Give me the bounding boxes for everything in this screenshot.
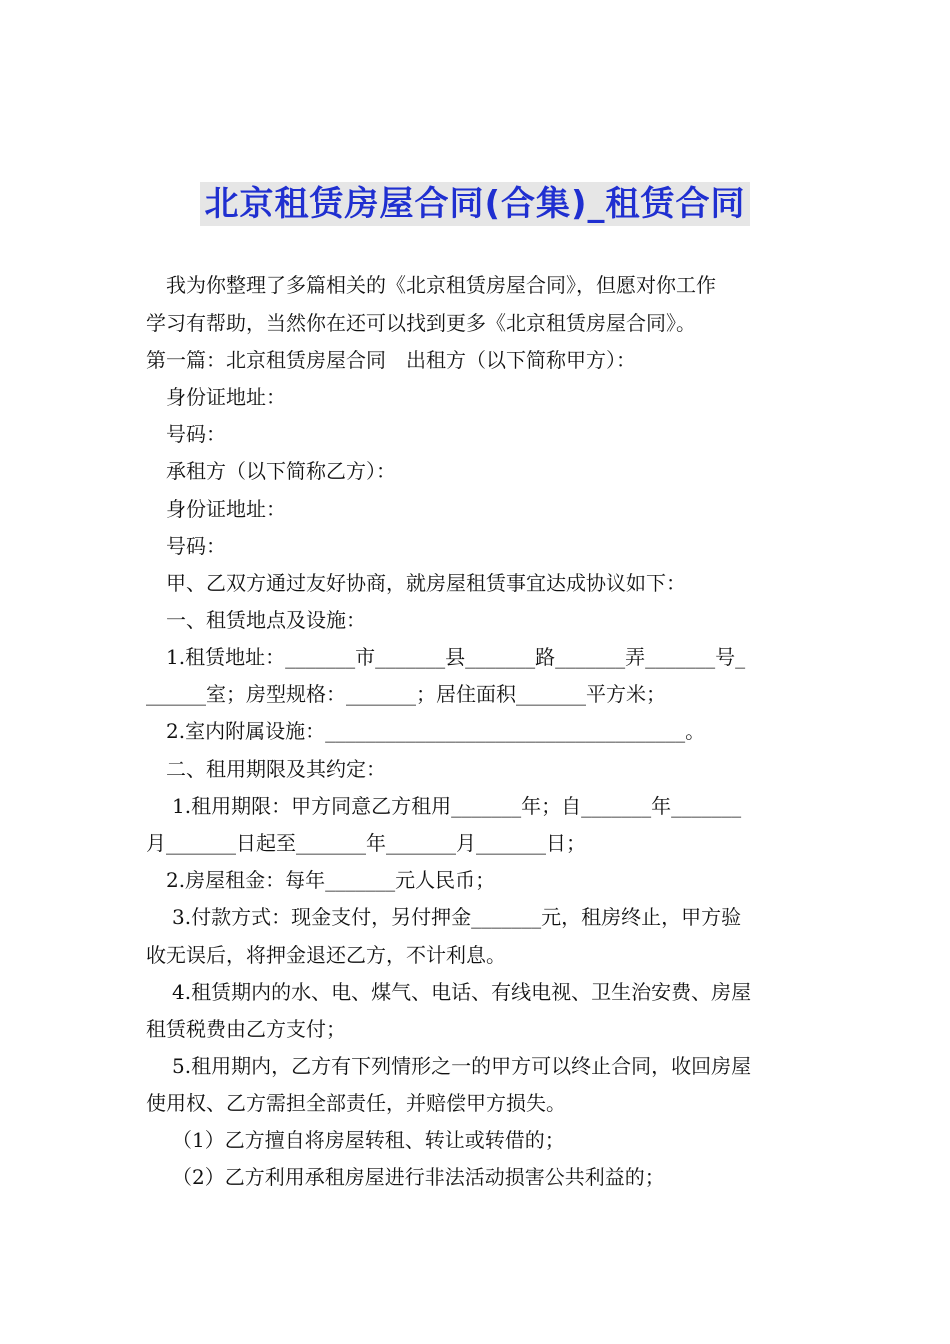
paragraph-line: 4.租赁期内的水、电、煤气、电话、有线电视、卫生治安费、房屋 xyxy=(172,980,752,1004)
paragraph-line: 我为你整理了多篇相关的《北京租赁房屋合同》，但愿对你工作 xyxy=(166,273,716,297)
paragraph-line: 2.室内附属设施：____________________________________。 xyxy=(166,719,706,743)
paragraph-line: 使用权、乙方需担全部责任，并赔偿甲方损失。 xyxy=(146,1091,566,1115)
paragraph-line: 5.租用期内，乙方有下列情形之一的甲方可以终止合同，收回房屋 xyxy=(172,1054,752,1078)
paragraph-line: 号码： xyxy=(166,422,226,446)
paragraph-line: 身份证地址： xyxy=(166,497,286,521)
paragraph-line: 二、租用期限及其约定： xyxy=(166,757,386,781)
paragraph-line: 2.房屋租金：每年_______元人民币； xyxy=(166,868,496,892)
paragraph-line: 承租方（以下简称乙方）： xyxy=(166,459,396,483)
paragraph-line: ______室；房型规格：_______；居住面积_______平方米； xyxy=(146,682,666,706)
paragraph-line: 学习有帮助，当然你在还可以找到更多《北京租赁房屋合同》。 xyxy=(146,311,696,335)
paragraph-line: 1.租用期限：甲方同意乙方租用_______年；自_______年_______ xyxy=(172,794,742,818)
paragraph-line: 租赁税费由乙方支付； xyxy=(146,1017,346,1041)
paragraph-line: 甲、乙双方通过友好协商，就房屋租赁事宜达成协议如下： xyxy=(166,571,686,595)
paragraph-line: 月_______日起至_______年_______月_______日； xyxy=(146,831,586,855)
paragraph-line: 第一篇：北京租赁房屋合同 出租方（以下简称甲方）： xyxy=(146,348,636,372)
paragraph-line: （2）乙方利用承租房屋进行非法活动损害公共利益的； xyxy=(172,1165,665,1189)
paragraph-line: （1）乙方擅自将房屋转租、转让或转借的； xyxy=(172,1128,565,1152)
paragraph-line: 收无误后，将押金退还乙方，不计利息。 xyxy=(146,943,506,967)
paragraph-line: 身份证地址： xyxy=(166,385,286,409)
paragraph-line: 3.付款方式：现金支付，另付押金_______元，租房终止，甲方验 xyxy=(172,905,742,929)
paragraph-line: 1.租赁地址：_______市_______县_______路_______弄_______号_ xyxy=(166,645,746,669)
document-title: 北京租赁房屋合同(合集)_租赁合同 xyxy=(200,182,749,226)
document-title-wrap xyxy=(0,176,950,225)
paragraph-line: 一、租赁地点及设施： xyxy=(166,608,366,632)
paragraph-line: 号码： xyxy=(166,534,226,558)
